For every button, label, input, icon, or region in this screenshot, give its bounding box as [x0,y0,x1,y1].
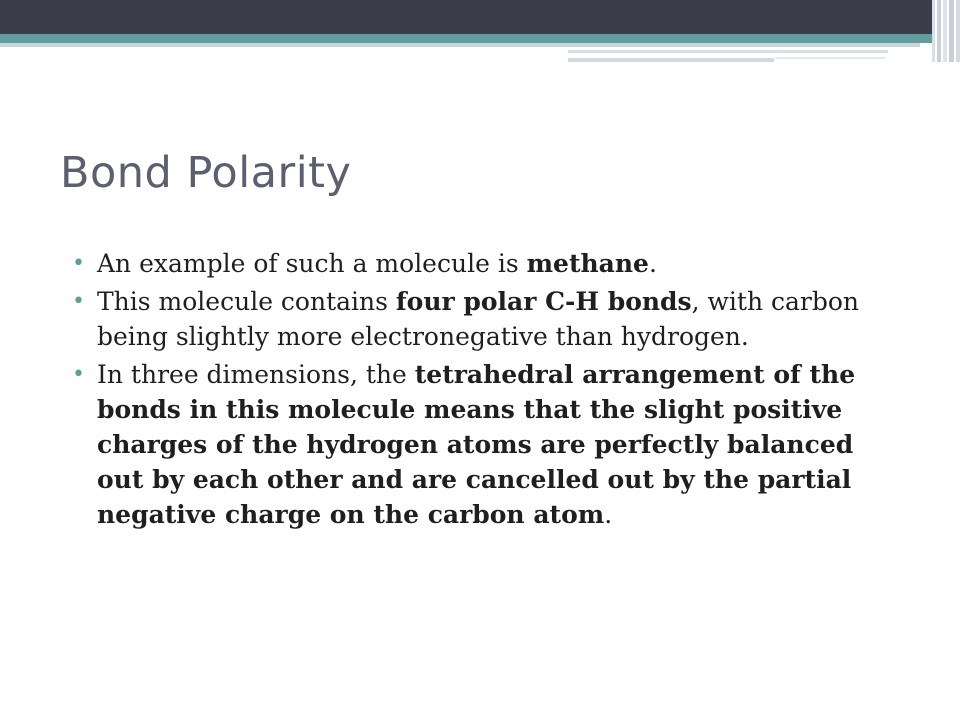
bullet-list [72,246,902,535]
bullet-text: An example of such a molecule is [97,249,527,278]
bullet-text: . [604,500,613,529]
header-light-band-4 [775,57,885,59]
header-light-band [0,43,920,47]
header-teal-band [0,34,960,43]
bullet-emphasis: methane [526,249,649,278]
bullet-text: In three dimensions, the [97,360,415,389]
bullet-emphasis: tetrahedral arrangement of the bonds in this molecule means that the slight positive charges of the hydrogen atoms are perfectly balanced out by each other and are cancelled out by the partial negative charge on the carbon atom [97,360,856,529]
header-right-bars [932,0,960,62]
bullet-text: . [648,249,657,278]
header-light-band-2 [568,50,888,53]
header-dark-band [0,0,960,34]
bullet-emphasis: four polar C-H bonds [395,287,692,316]
bullet-item-polar-bonds [72,284,902,354]
header-light-band-3 [568,58,774,62]
bullet-text: , with carbon being slightly more electronegative than hydrogen. [97,287,860,351]
bullet-text: This molecule contains [97,287,396,316]
bullet-item-tetrahedral [72,357,887,532]
slide-title: Bond Polarity [60,148,352,198]
bullet-item-methane-example [72,246,902,281]
